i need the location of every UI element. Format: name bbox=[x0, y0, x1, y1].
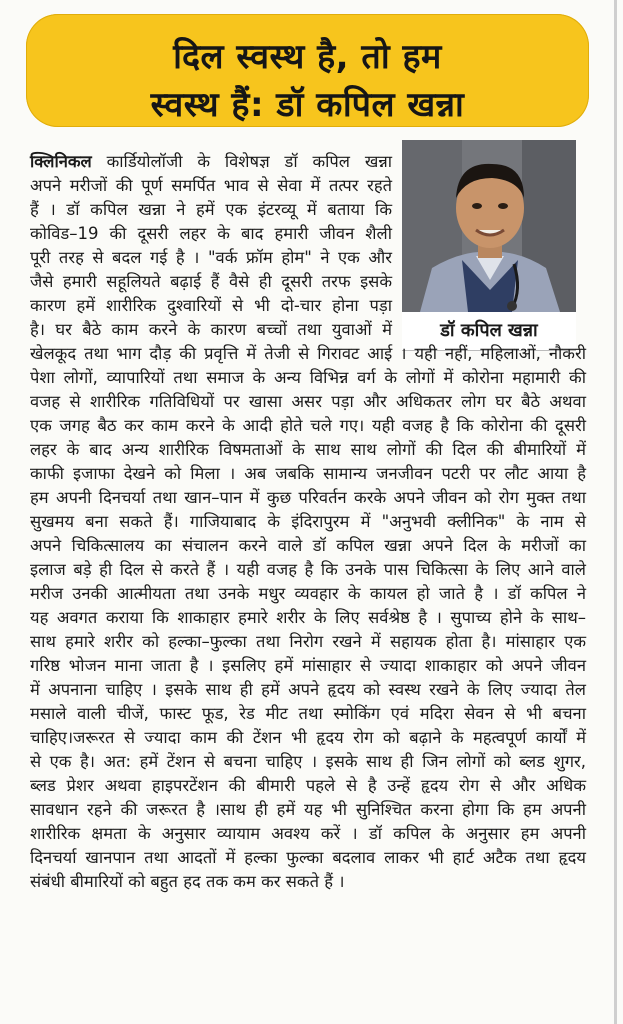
article-line: मरीज उनकी आत्मीयता तथा उनके मधुर व्यवहार के कायल हो जाते है । डॉ कपिल ने bbox=[30, 584, 586, 603]
article-line: वजह से शारीरिक गतिविधियों पर खासा असर पड़ा और अधिकतर लोग घर बैठे अथवा bbox=[30, 392, 586, 411]
article-line bbox=[30, 150, 392, 174]
article-line: ब्लड प्रेशर अथवा हाइपरटेंशन की बीमारी पहले से है उन्हें हृदय रोग से और अधिक bbox=[30, 776, 586, 795]
article-line: कोविड–19 की दूसरी लहर के बाद हमारी जीवन शैली bbox=[30, 224, 392, 243]
photo-caption: डॉ कपिल खन्ना bbox=[402, 312, 576, 351]
article-line: है। घर बैठे काम करने के कारण बच्चों तथा युवाओं में bbox=[30, 320, 392, 339]
article-line: यह अवगत कराया कि शाकाहार हमारे शरीर के लिए सर्वश्रेष्ठ है । सुपाच्य होने के साथ– bbox=[30, 608, 586, 627]
article-line: मसाले वाली चीजें, फास्ट फूड, रेड मीट तथा स्मोकिंग एवं मदिरा सेवन से भी बचना bbox=[30, 704, 586, 723]
article-line: शारीरिक क्षमता के अनुसार व्यायाम अवश्य करें । डॉ कपिल के अनुसार हम अपनी bbox=[30, 824, 586, 843]
article-line: हैं । डॉ कपिल खन्ना ने हमें एक इंटरव्यू में बताया कि bbox=[30, 200, 392, 219]
lead-word: क्लिनिकल bbox=[30, 152, 92, 171]
headline-banner bbox=[26, 14, 589, 127]
article-line: साथ हमारे शरीर को हल्का–फुल्का तथा निरोग रखने में सहायक होता है। मांसाहार एक bbox=[30, 632, 586, 651]
article-line: सुखमय बना सकते हैं। गाजियाबाद के इंदिरापुरम में "अनुभवी क्लीनिक" के नाम से bbox=[30, 512, 586, 531]
article-line: में अपनाना चाहिए । इसके साथ ही हमें अपने हृदय को स्वस्थ रखने के लिए ज्यादा तेल bbox=[30, 680, 586, 699]
headline-line-1: दिल स्वस्थ है, तो हम bbox=[173, 37, 442, 77]
article-line: दिनचर्या खानपान तथा आदतों में हल्का फुल्का बदलाव लाकर भी हार्ट अटैक तथा हृदय bbox=[30, 848, 586, 867]
article-line: अपने मरीजों की पूर्ण समर्पित भाव से सेवा में तत्पर रहते bbox=[30, 176, 392, 195]
article-line: से एक है। अत: हमें टेंशन से बचना चाहिए । इसके साथ ही जिन लोगों को ब्लड शुगर, bbox=[30, 752, 586, 771]
article-line: खेलकूद तथा भाग दौड़ की प्रवृत्ति में तेजी से गिरावट आई । यही नहीं, महिलाओं, नौकरी bbox=[30, 344, 587, 363]
article-line: पूरी तरह से बदल गई है । "वर्क फ्रॉम होम" ने एक और bbox=[30, 248, 392, 267]
portrait-illustration bbox=[402, 140, 576, 312]
article-line: हम अपनी दिनचर्या तथा खान–पान में कुछ परिवर्तन करके अपने जीवन को रोग मुक्त तथा bbox=[30, 488, 586, 507]
article-line: पेशा लोगों, व्यापारियों तथा समाज के अन्य विभिन्न वर्ग के लोगों में कोरोना महामारी की bbox=[30, 368, 586, 387]
article-line: लहर के बाद अन्य शारीरिक विषमताओं के साथ साथ लोगों की दिल की बीमारियों में bbox=[30, 440, 586, 459]
article-line: सावधान रहने की जरूरत है ।साथ ही हमें यह भी सुनिश्चित करना होगा कि हम अपनी bbox=[30, 800, 586, 819]
headline-line-2: स्वस्थ हैं: डॉ कपिल खन्ना bbox=[150, 85, 465, 125]
first-line-rest: कार्डियोलॉजी के विशेषज्ञ डॉ कपिल खन्ना bbox=[91, 152, 392, 171]
article-line: एक जगह बैठ कर काम करने के आदी होते चले गए। यही वजह है कि कोरोना की दूसरी bbox=[30, 416, 586, 435]
article-line: गरिष्ठ भोजन माना जाता है । इसलिए हमें मांसाहार से ज्यादा शाकाहार को अपने जीवन bbox=[30, 656, 586, 675]
doctor-portrait-photo bbox=[402, 140, 576, 312]
article-line: इलाज बड़े ही दिल से करते हैं । यही वजह है कि उनके पास चिकित्सा के लिए आने वाले bbox=[30, 560, 586, 579]
article-line: अपने चिकित्सालय का संचालन करने वाले डॉ कपिल खन्ना अपने दिल के मरीजों का bbox=[30, 536, 586, 555]
article-line: काफी इजाफा देखने को मिला । अब जबकि सामान्य जनजीवन पटरी पर लौट आया है bbox=[30, 464, 586, 483]
article-line: कारण हमें शारीरिक दुश्वारियों से भी दो-चार होना पड़ा bbox=[30, 296, 392, 315]
page-edge-rule bbox=[614, 0, 617, 1024]
article-line: चाहिए।जरूरत से ज्यादा काम की टेंशन भी हृदय रोग को बढ़ाने के महत्वपूर्ण कार्यों में bbox=[30, 728, 586, 747]
article-line: संबंधी बीमारियों को बहुत हद तक कम कर सकते हैं । bbox=[30, 872, 345, 891]
article-line: जैसे हमारी सहूलियते बढ़ाई हैं वैसे ही दूसरी तरफ इसके bbox=[30, 272, 392, 291]
